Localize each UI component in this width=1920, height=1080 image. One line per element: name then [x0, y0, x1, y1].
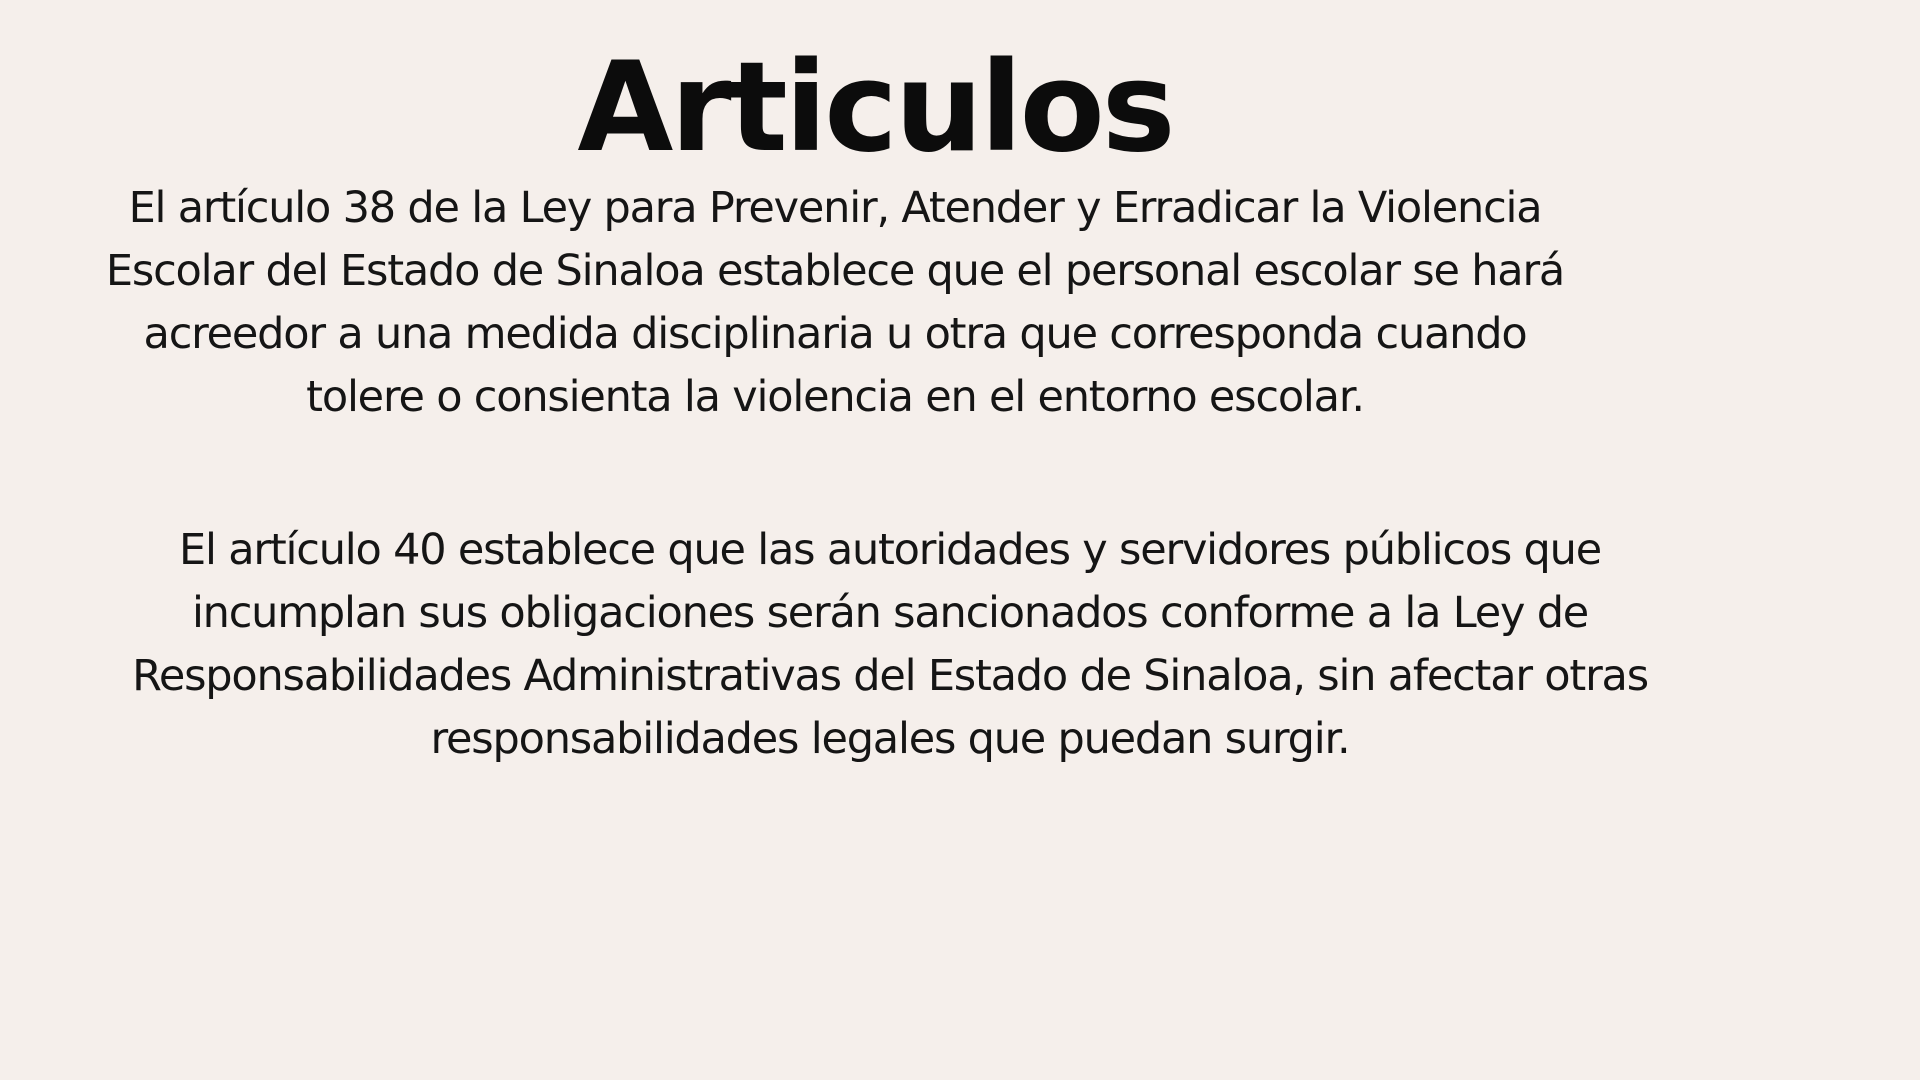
paragraph-line: tolere o consienta la violencia en el entorno escolar.	[306, 372, 1364, 422]
article-38-paragraph	[60, 177, 1610, 429]
slide-title: Articulos	[577, 36, 1173, 180]
article-40-paragraph	[60, 519, 1720, 771]
paragraph-line: incumplan sus obligaciones serán sancionados conforme a la Ley de	[191, 588, 1589, 638]
paragraph-line: responsabilidades legales que puedan surgir.	[430, 714, 1350, 764]
paragraph-line: El artículo 40 establece que las autoridades y servidores públicos que	[179, 525, 1601, 575]
paragraph-line: Responsabilidades Administrativas del Estado de Sinaloa, sin afectar otras	[132, 651, 1648, 701]
paragraph-line: Escolar del Estado de Sinaloa establece que el personal escolar se hará	[105, 246, 1565, 296]
paragraph-line: acreedor a una medida disciplinaria u otra que corresponda cuando	[143, 309, 1527, 359]
paragraph-line: El artículo 38 de la Ley para Prevenir, Atender y Erradicar la Violencia	[128, 183, 1542, 233]
